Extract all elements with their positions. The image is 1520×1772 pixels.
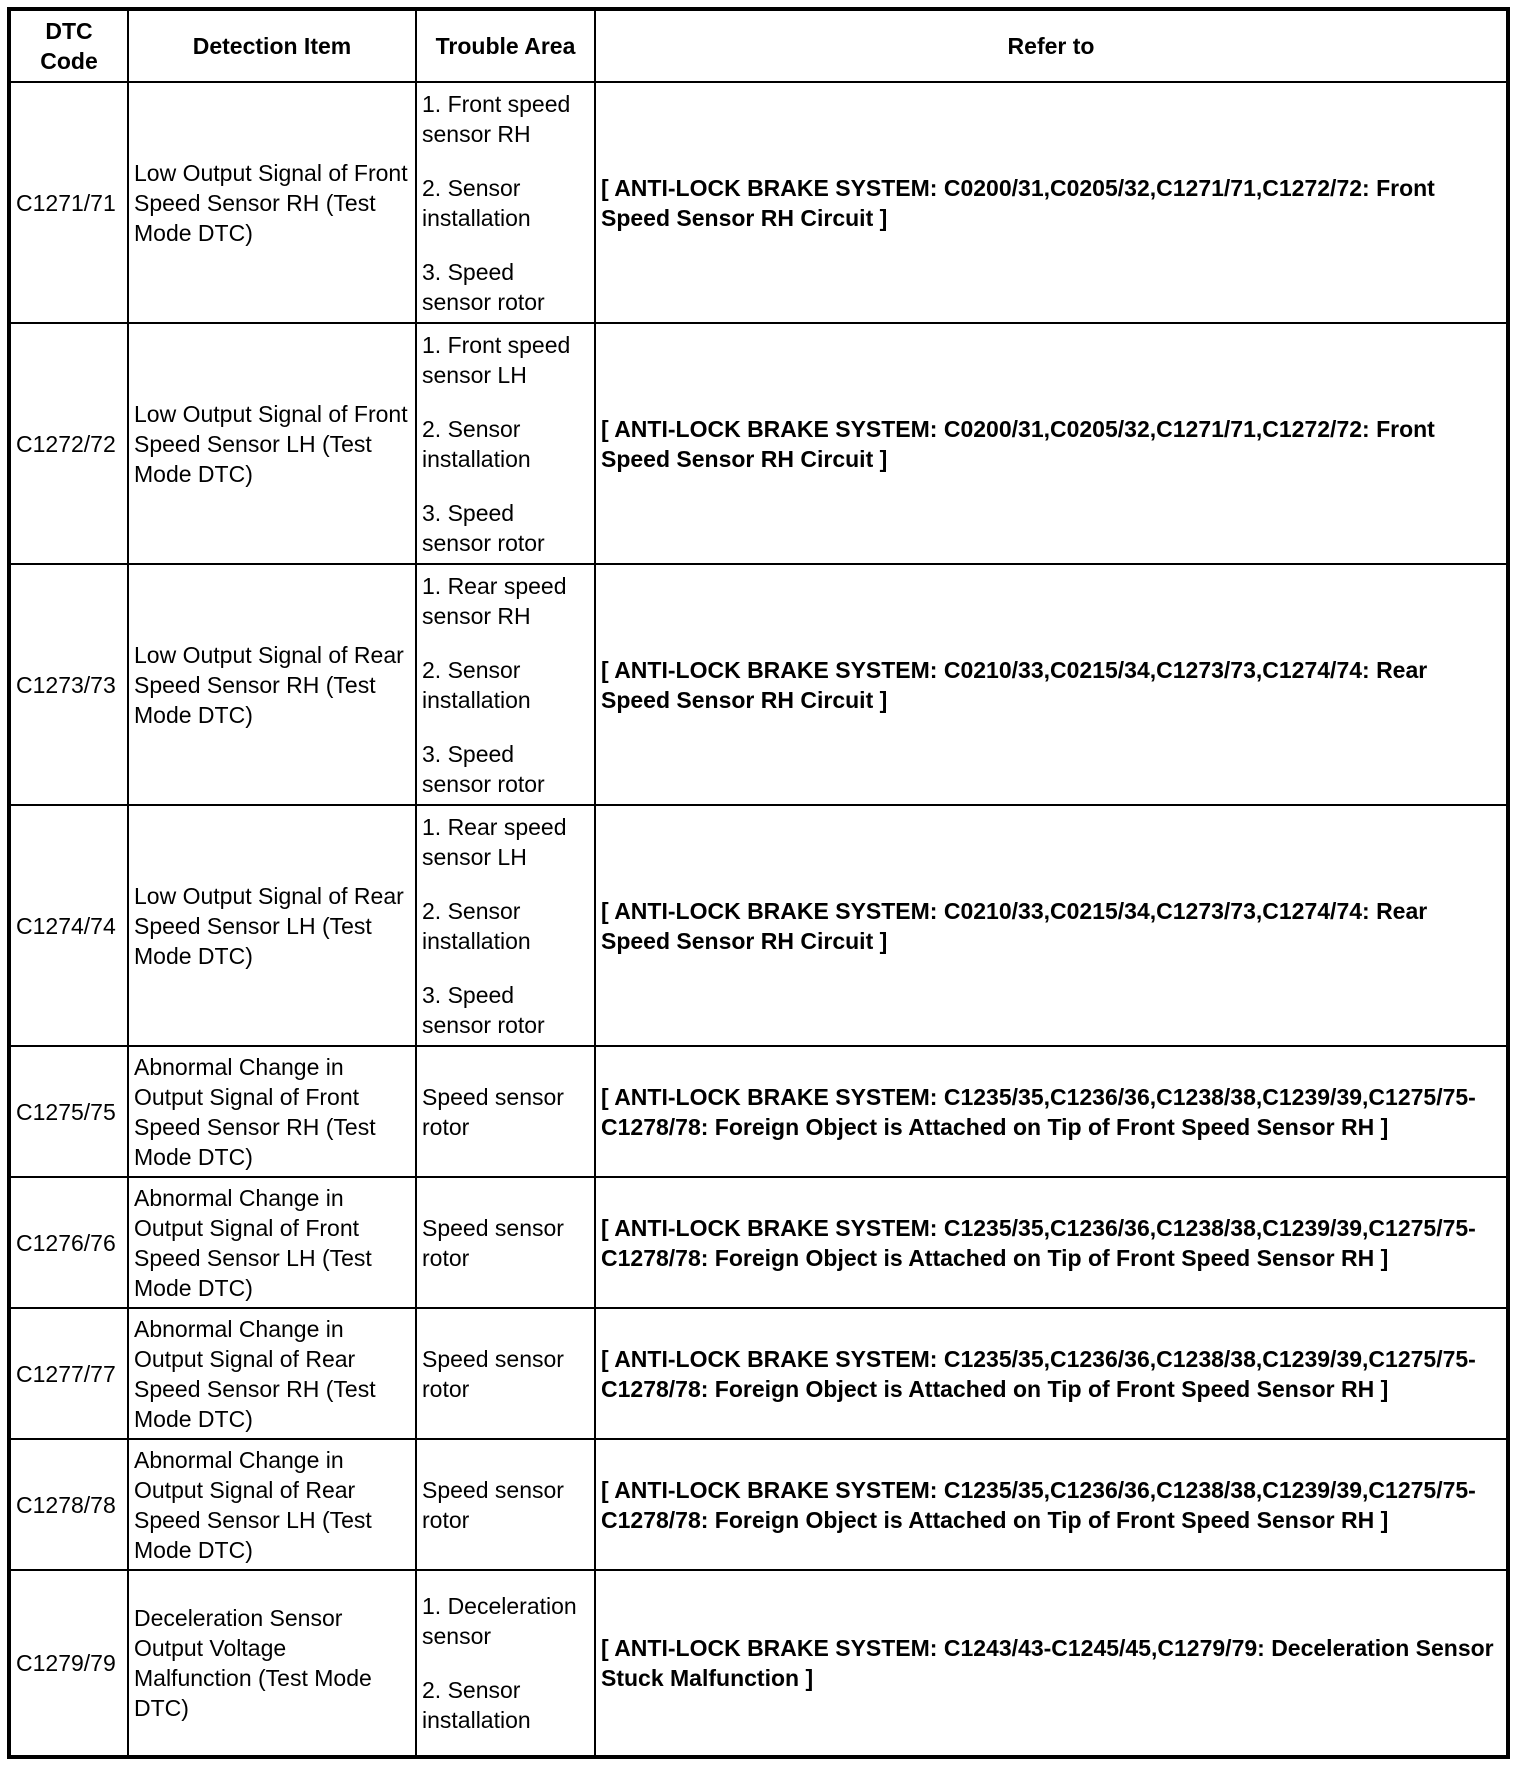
detection-item-cell: Low Output Signal of Front Speed Sensor LH (Test Mode DTC) — [128, 323, 416, 564]
trouble-area-cell — [416, 1439, 595, 1570]
refer-to-link[interactable]: [ ANTI-LOCK BRAKE SYSTEM: C1243/43-C1245/45,C1279/79: Deceleration Sensor Stuck Malfunction ] — [595, 1570, 1508, 1757]
trouble-area-item: 1. Deceleration sensor — [422, 1593, 577, 1649]
table-row — [9, 1308, 1508, 1439]
refer-to-link[interactable]: [ ANTI-LOCK BRAKE SYSTEM: C0210/33,C0215/34,C1273/73,C1274/74: Rear Speed Sensor RH Circuit ] — [595, 805, 1508, 1046]
dtc-code-cell: C1279/79 — [9, 1570, 128, 1757]
trouble-area-cell — [416, 1308, 595, 1439]
trouble-area-item: 1. Rear speed sensor RH — [422, 572, 567, 629]
table-row — [9, 1570, 1508, 1757]
header-detection-item: Detection Item — [128, 9, 416, 82]
detection-item-cell: Low Output Signal of Rear Speed Sensor RH (Test Mode DTC) — [128, 564, 416, 805]
refer-to-link[interactable]: [ ANTI-LOCK BRAKE SYSTEM: C0210/33,C0215/34,C1273/73,C1274/74: Rear Speed Sensor RH Circuit ] — [595, 564, 1508, 805]
header-dtc-code: DTC Code — [9, 9, 128, 82]
trouble-area-item: Speed sensor rotor — [422, 1214, 564, 1271]
trouble-area-cell — [416, 564, 595, 805]
trouble-area-item: Speed sensor rotor — [422, 1083, 564, 1140]
trouble-area-cell — [416, 805, 595, 1046]
dtc-table — [7, 7, 1510, 1759]
dtc-code-cell: C1276/76 — [9, 1177, 128, 1308]
trouble-area-item: 1. Front speed sensor LH — [422, 331, 571, 388]
detection-item-cell: Abnormal Change in Output Signal of Front Speed Sensor LH (Test Mode DTC) — [128, 1177, 416, 1308]
table-row — [9, 564, 1508, 805]
dtc-code-cell: C1272/72 — [9, 323, 128, 564]
trouble-area-item: 2. Sensor installation — [422, 415, 531, 472]
refer-to-link[interactable]: [ ANTI-LOCK BRAKE SYSTEM: C0200/31,C0205/32,C1271/71,C1272/72: Front Speed Sensor RH Circuit ] — [595, 82, 1508, 323]
trouble-area-item: 2. Sensor installation — [422, 174, 531, 231]
table-row — [9, 805, 1508, 1046]
dtc-code-cell: C1273/73 — [9, 564, 128, 805]
table-header-row — [9, 9, 1508, 82]
table-row — [9, 82, 1508, 323]
trouble-area-cell — [416, 1570, 595, 1757]
trouble-area-item: 3. Speed sensor rotor — [422, 981, 545, 1038]
detection-item-cell: Abnormal Change in Output Signal of Front Speed Sensor RH (Test Mode DTC) — [128, 1046, 416, 1177]
refer-to-link[interactable]: [ ANTI-LOCK BRAKE SYSTEM: C1235/35,C1236/36,C1238/38,C1239/39,C1275/75-C1278/78: Foreign Object is Attached on Tip of Front Speed Sensor RH ] — [595, 1046, 1508, 1177]
detection-item-cell: Abnormal Change in Output Signal of Rear Speed Sensor RH (Test Mode DTC) — [128, 1308, 416, 1439]
detection-item-cell: Deceleration Sensor Output Voltage Malfunction (Test Mode DTC) — [128, 1570, 416, 1757]
dtc-code-cell: C1275/75 — [9, 1046, 128, 1177]
trouble-area-item: 3. Speed sensor rotor — [422, 740, 545, 797]
header-refer-to: Refer to — [595, 9, 1508, 82]
trouble-area-item: 2. Sensor installation — [422, 1677, 531, 1733]
refer-to-link[interactable]: [ ANTI-LOCK BRAKE SYSTEM: C0200/31,C0205/32,C1271/71,C1272/72: Front Speed Sensor RH Circuit ] — [595, 323, 1508, 564]
dtc-code-cell: C1274/74 — [9, 805, 128, 1046]
trouble-area-item: 3. Speed sensor rotor — [422, 258, 545, 315]
table-row — [9, 1046, 1508, 1177]
detection-item-cell: Low Output Signal of Rear Speed Sensor LH (Test Mode DTC) — [128, 805, 416, 1046]
table-row — [9, 323, 1508, 564]
header-trouble-area: Trouble Area — [416, 9, 595, 82]
trouble-area-item: 2. Sensor installation — [422, 656, 531, 713]
table-body — [9, 82, 1508, 1757]
refer-to-link[interactable]: [ ANTI-LOCK BRAKE SYSTEM: C1235/35,C1236/36,C1238/38,C1239/39,C1275/75-C1278/78: Foreign Object is Attached on Tip of Front Speed Sensor RH ] — [595, 1439, 1508, 1570]
trouble-area-cell — [416, 82, 595, 323]
refer-to-link[interactable]: [ ANTI-LOCK BRAKE SYSTEM: C1235/35,C1236/36,C1238/38,C1239/39,C1275/75-C1278/78: Foreign Object is Attached on Tip of Front Speed Sensor RH ] — [595, 1308, 1508, 1439]
table-row — [9, 1439, 1508, 1570]
trouble-area-item: 1. Rear speed sensor LH — [422, 813, 567, 870]
refer-to-link[interactable]: [ ANTI-LOCK BRAKE SYSTEM: C1235/35,C1236/36,C1238/38,C1239/39,C1275/75-C1278/78: Foreign Object is Attached on Tip of Front Speed Sensor RH ] — [595, 1177, 1508, 1308]
dtc-code-cell: C1277/77 — [9, 1308, 128, 1439]
detection-item-cell: Low Output Signal of Front Speed Sensor RH (Test Mode DTC) — [128, 82, 416, 323]
trouble-area-item: 1. Front speed sensor RH — [422, 90, 571, 147]
table-row — [9, 1177, 1508, 1308]
trouble-area-item: Speed sensor rotor — [422, 1476, 564, 1533]
dtc-code-cell: C1271/71 — [9, 82, 128, 323]
trouble-area-item: 2. Sensor installation — [422, 897, 531, 954]
dtc-code-cell: C1278/78 — [9, 1439, 128, 1570]
trouble-area-cell — [416, 1177, 595, 1308]
trouble-area-cell — [416, 1046, 595, 1177]
detection-item-cell: Abnormal Change in Output Signal of Rear Speed Sensor LH (Test Mode DTC) — [128, 1439, 416, 1570]
trouble-area-item: 3. Speed sensor rotor — [422, 499, 545, 556]
trouble-area-item: Speed sensor rotor — [422, 1345, 564, 1402]
trouble-area-cell — [416, 323, 595, 564]
